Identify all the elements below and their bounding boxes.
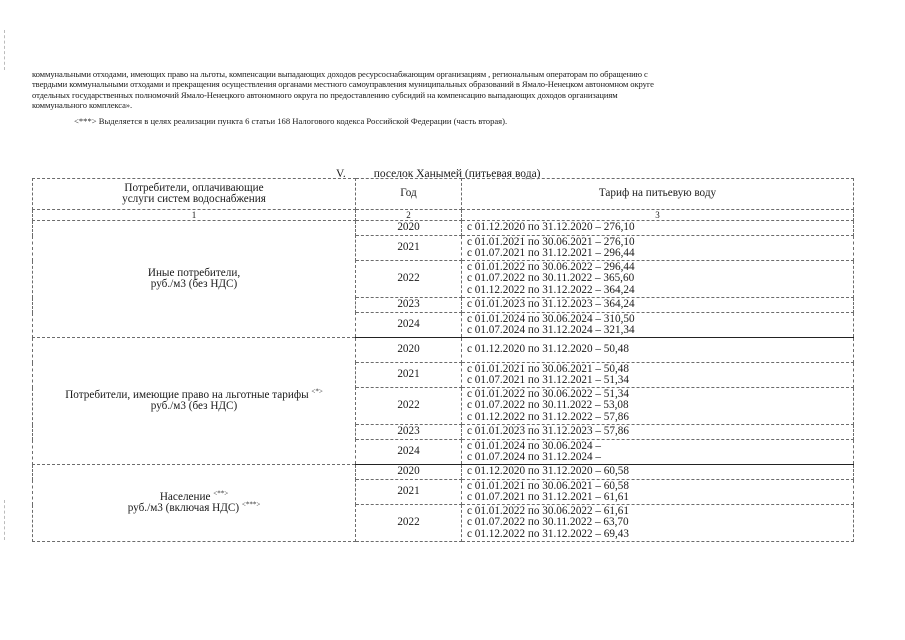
tariff-cell (462, 480, 854, 505)
consumer-label-text: Потребители, имеющие право на льготные тарифы (65, 388, 309, 401)
year-cell: 2021 (356, 236, 462, 261)
intro-line: твердыми коммунальными отходами и прекращения осуществления органами местного самоуправления муниципальных образований в Ямало-Ненецком автономном округе (32, 79, 654, 90)
tariff-line: с 01.07.2021 по 31.12.2021 – 51,34 (467, 374, 629, 386)
tariff-line: с 01.12.2020 по 31.12.2020 – 276,10 (467, 221, 635, 234)
index-cell: 1 (33, 210, 356, 221)
footnote: <***> Выделяется в целях реализации пункта 6 статьи 168 Налогового кодекса Российской Федерации (часть вторая). (74, 116, 508, 126)
tariff-line: с 01.12.2022 по 31.12.2022 – 69,43 (467, 527, 629, 540)
section-title: поселок Ханымей (питьевая вода) (373, 168, 541, 180)
tariff-cell (462, 465, 854, 480)
tariff-cell (462, 261, 854, 298)
tariff-line: с 01.01.2023 по 31.12.2023 – 364,24 (467, 298, 635, 311)
year-cell: 2020 (356, 465, 462, 480)
year-cell: 2021 (356, 480, 462, 505)
scan-margin-mark (4, 500, 7, 540)
year-cell: 2024 (356, 313, 462, 338)
tariff-line: с 01.01.2024 по 30.06.2024 – (467, 439, 602, 452)
consumer-unit-text: руб./м3 (включая НДС) (127, 502, 240, 514)
table-row (33, 465, 854, 480)
year-cell: 2022 (356, 261, 462, 298)
year-cell: 2020 (356, 338, 462, 363)
tariff-line: с 01.01.2021 по 30.06.2021 – 50,48 (467, 362, 629, 375)
intro-line: отдельных государственных полномочий Ямало-Ненецкого автономного округа по предоставлению субсидий на компенсацию выпадающих доходов организациям (32, 89, 618, 100)
scan-margin-mark (4, 30, 7, 70)
tariff-cell (462, 338, 854, 363)
tariff-line: с 01.07.2021 по 31.12.2021 – 296,44 (467, 247, 635, 259)
index-cell: 2 (356, 210, 462, 221)
section-number: V. (336, 168, 346, 180)
tariff-cell (462, 440, 854, 465)
footnote-mark: <**> (213, 488, 229, 497)
header-tariff: Тариф на питьевую воду (462, 179, 854, 210)
intro-line: коммунальными отходами, имеющих право на льготы, компенсации выпадающих доходов ресурсоснабжающим организациям , региональным операторам по обращению с (32, 69, 648, 79)
tariff-line: с 01.01.2021 по 30.06.2021 – 60,58 (467, 479, 629, 492)
tariff-cell (462, 363, 854, 388)
tariff-cell (462, 388, 854, 425)
tariff-line: с 01.01.2022 по 30.06.2022 – 51,34 (467, 387, 629, 400)
tariff-line: с 01.07.2021 по 31.12.2021 – 61,61 (467, 491, 629, 503)
tariff-cell (462, 298, 854, 313)
tariff-cell (462, 505, 854, 542)
year-cell: 2021 (356, 363, 462, 388)
header-consumers-line: Потребители, оплачивающие (124, 181, 264, 194)
year-cell: 2022 (356, 505, 462, 542)
tariff-table (32, 178, 854, 542)
year-cell: 2023 (356, 298, 462, 313)
tariff-cell (462, 313, 854, 338)
consumer-cell-other (33, 221, 356, 338)
tariff-line: с 01.12.2020 по 31.12.2020 – 60,58 (467, 465, 629, 478)
table-row (33, 338, 854, 363)
tariff-line: с 01.01.2023 по 31.12.2023 – 57,86 (467, 425, 629, 438)
tariff-line: с 01.01.2021 по 30.06.2021 – 276,10 (467, 235, 635, 248)
year-cell: 2024 (356, 440, 462, 465)
tariff-line: с 01.07.2022 по 30.11.2022 – 63,70 (467, 516, 629, 529)
consumer-label-text: Население (159, 490, 211, 503)
index-cell: 3 (462, 210, 854, 221)
table-row (33, 221, 854, 236)
tariff-line: с 01.01.2024 по 30.06.2024 – 310,50 (467, 312, 635, 325)
tariff-line: с 01.12.2020 по 31.12.2020 – 50,48 (467, 343, 629, 356)
tariff-line: с 01.12.2022 по 31.12.2022 – 57,86 (467, 410, 629, 423)
footnote-mark: <***> (241, 500, 261, 509)
tariff-line: с 01.07.2024 по 31.12.2024 – 321,34 (467, 324, 635, 336)
consumer-cell-population (33, 465, 356, 542)
tariff-line: с 01.07.2022 по 30.11.2022 – 365,60 (467, 272, 635, 285)
consumer-unit: руб./м3 (без НДС) (150, 400, 238, 412)
year-cell: 2020 (356, 221, 462, 236)
header-consumers (33, 179, 356, 210)
header-consumers-line: услуги систем водоснабжения (122, 193, 266, 205)
footnote-mark: <*> (311, 386, 323, 395)
header-year: Год (356, 179, 462, 210)
intro-line: коммунального комплекса». (32, 100, 133, 111)
tariff-line: с 01.07.2024 по 31.12.2024 – (467, 451, 602, 463)
table-header-row (33, 179, 854, 210)
consumer-unit (37, 500, 351, 515)
tariff-line: с 01.01.2022 по 30.06.2022 – 296,44 (467, 260, 635, 273)
intro-paragraph (32, 69, 847, 111)
table-index-row (33, 210, 854, 221)
tariff-line: с 01.07.2022 по 30.11.2022 – 53,08 (467, 399, 629, 412)
year-cell: 2023 (356, 425, 462, 440)
tariff-cell (462, 236, 854, 261)
year-cell: 2022 (356, 388, 462, 425)
tariff-cell (462, 221, 854, 236)
tariff-cell (462, 425, 854, 440)
tariff-line: с 01.01.2022 по 30.06.2022 – 61,61 (467, 504, 629, 517)
consumer-unit: руб./м3 (без НДС) (150, 278, 238, 290)
consumer-label: Иные потребители, (147, 266, 241, 279)
tariff-line: с 01.12.2022 по 31.12.2022 – 364,24 (467, 283, 635, 296)
consumer-cell-privileged (33, 338, 356, 465)
